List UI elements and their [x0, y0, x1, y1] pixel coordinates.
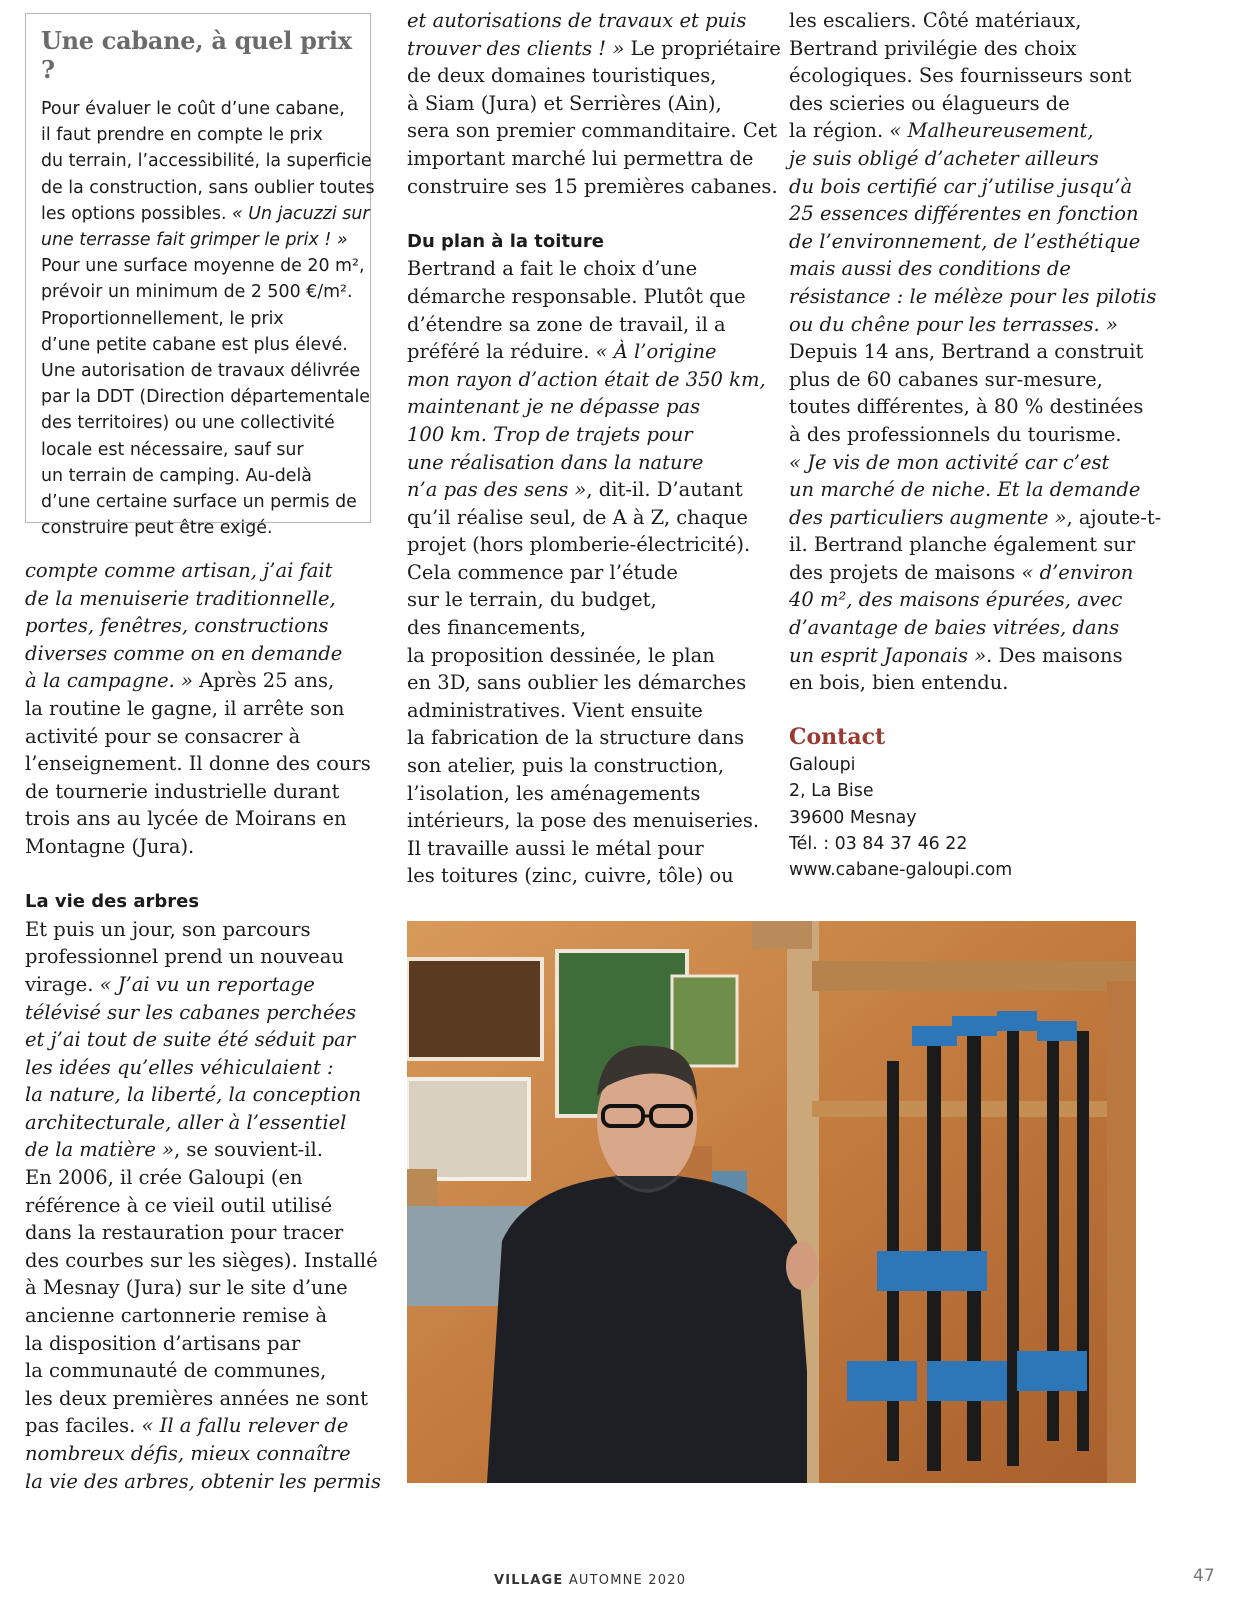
- sidebar-line: d’une petite cabane est plus élevé.: [41, 334, 348, 355]
- text-line: [25, 1136, 381, 1164]
- text-line: [789, 559, 1161, 587]
- text-line: En 2006, il crée Galoupi (en: [25, 1166, 303, 1190]
- text-line: de tournerie industrielle durant: [25, 779, 340, 803]
- text-part: , se souvient-il.: [174, 1138, 323, 1162]
- text-part: des projets de maisons: [789, 560, 1022, 584]
- text-line: [407, 35, 781, 63]
- quote-line: un marché de niche. Et la demande: [789, 478, 1141, 502]
- quote-line: mon rayon d’action était de 350 km,: [407, 367, 766, 391]
- quote-part: « À l’origine: [595, 340, 717, 364]
- quote-part: des particuliers augmente »: [789, 505, 1067, 529]
- paragraph-gap: [407, 200, 781, 228]
- text-line: en bois, bien entendu.: [789, 671, 1009, 695]
- quote-line: résistance : le mélèze pour les pilotis: [789, 284, 1157, 308]
- quote-line: diverses comme on en demande: [25, 641, 343, 665]
- sidebar-line: d’une certaine surface un permis de: [41, 492, 357, 513]
- quote-line: de la menuiserie traditionnelle,: [25, 586, 336, 610]
- text-line: il. Bertrand planche également sur: [789, 533, 1136, 557]
- quote-part: un esprit Japonais »: [789, 643, 987, 667]
- text-line: écologiques. Ses fournisseurs sont: [789, 64, 1132, 88]
- contact-city: 39600 Mesnay: [789, 807, 917, 828]
- text-line: [25, 1412, 381, 1440]
- quote-line: d’avantage de baies vitrées, dans: [789, 616, 1120, 640]
- text-line: ancienne cartonnerie remise à: [25, 1304, 328, 1328]
- sidebar-line: par la DDT (Direction départementale: [41, 387, 370, 408]
- sidebar-quote: une terrasse fait grimper le prix ! »: [41, 230, 348, 251]
- text-line: trois ans au lycée de Moirans en: [25, 807, 347, 831]
- sidebar-line: il faut prendre en compte le prix: [41, 125, 323, 146]
- quote-part: trouver des clients ! »: [407, 36, 625, 60]
- sidebar-line: un terrain de camping. Au-delà: [41, 465, 312, 486]
- quote-line: la nature, la liberté, la conception: [25, 1083, 362, 1107]
- quote-line: je suis obligé d’acheter ailleurs: [789, 146, 1099, 170]
- quote-line: télévisé sur les cabanes perchées: [25, 1000, 357, 1024]
- text-line: sur le terrain, du budget,: [407, 588, 657, 612]
- quote-line: du bois certifié car j’utilise jusqu’à: [789, 174, 1133, 198]
- quote-part: « Il a fallu relever de: [141, 1414, 349, 1438]
- text-line: en 3D, sans oublier les démarches: [407, 671, 747, 695]
- subheading: Du plan à la toiture: [407, 230, 604, 252]
- text-line: [407, 338, 781, 366]
- text-line: Et puis un jour, son parcours: [25, 917, 311, 941]
- text-line: Bertrand a fait le choix d’une: [407, 257, 698, 281]
- text-line: toutes différentes, à 80 % destinées: [789, 395, 1144, 419]
- text-line: la proposition dessinée, le plan: [407, 643, 715, 667]
- sidebar-line: des territoires) ou une collectivité: [41, 413, 335, 434]
- page-footer: [494, 1573, 686, 1588]
- sidebar-title: Une cabane, à quel prix ?: [41, 26, 352, 84]
- quote-line: une réalisation dans la nature: [407, 450, 704, 474]
- text-part: , dit-il. D’autant: [586, 478, 743, 502]
- paragraph-gap: [25, 861, 381, 889]
- text-line: Il travaille aussi le métal pour: [407, 836, 704, 860]
- quote-line: et j’ai tout de suite été séduit par: [25, 1028, 356, 1052]
- quote-line: 100 km. Trop de trajets pour: [407, 422, 693, 446]
- quote-part: à la campagne. »: [25, 669, 193, 693]
- text-line: la disposition d’artisans par: [25, 1331, 301, 1355]
- sidebar-quote: « Un jacuzzi sur: [232, 203, 370, 224]
- sidebar-line: du terrain, l’accessibilité, la superficie: [41, 151, 372, 172]
- quote-line: mais aussi des conditions de: [789, 257, 1071, 281]
- sidebar-line: Proportionnellement, le prix: [41, 308, 284, 329]
- text-line: l’isolation, les aménagements: [407, 781, 701, 805]
- text-line: démarche responsable. Plutôt que: [407, 284, 746, 308]
- contact-street: 2, La Bise: [789, 781, 874, 802]
- sidebar-line: de la construction, sans oublier toutes: [41, 177, 375, 198]
- text-line: Cela commence par l’étude: [407, 560, 678, 584]
- text-line: projet (hors plomberie-électricité).: [407, 533, 751, 557]
- quote-line: la vie des arbres, obtenir les permis: [25, 1469, 381, 1493]
- text-line: Bertrand privilégie des choix: [789, 36, 1077, 60]
- text-line: à Siam (Jura) et Serrières (Ain),: [407, 91, 722, 115]
- quote-line: ou du chêne pour les terrasses. »: [789, 312, 1118, 336]
- quote-part: « Malheureusement,: [889, 119, 1094, 143]
- text-line: sera son premier commanditaire. Cet: [407, 119, 778, 143]
- sidebar-line: construire peut être exigé.: [41, 518, 273, 539]
- text-line: activité pour se consacrer à: [25, 724, 301, 748]
- text-line: Depuis 14 ans, Bertrand a construit: [789, 340, 1144, 364]
- text-line: qu’il réalise seul, de A à Z, chaque: [407, 505, 748, 529]
- text-line: référence à ce vieil outil utilisé: [25, 1193, 333, 1217]
- quote-part: de la matière »: [25, 1138, 175, 1162]
- text-part: préféré la réduire.: [407, 340, 596, 364]
- quote-line: nombreux défis, mieux connaître: [25, 1442, 351, 1465]
- text-line: intérieurs, la pose des menuiseries.: [407, 809, 760, 833]
- quote-part: « J’ai vu un reportage: [99, 972, 315, 996]
- sidebar-box: [25, 13, 375, 539]
- text-line: plus de 60 cabanes sur-mesure,: [789, 367, 1103, 391]
- contact-block: [789, 722, 1012, 883]
- contact-details: [789, 752, 1012, 883]
- text-line: [25, 971, 381, 999]
- portrait-photo-icon: [407, 921, 1136, 1483]
- contact-name: Galoupi: [789, 755, 856, 775]
- quote-line: portes, fenêtres, constructions: [25, 614, 329, 638]
- sidebar-line: [41, 201, 370, 227]
- quote-line: et autorisations de travaux et puis: [407, 9, 747, 32]
- text-line: à Mesnay (Jura) sur le site d’une: [25, 1276, 348, 1300]
- text-part: pas faciles.: [25, 1414, 142, 1438]
- quote-line: les idées qu’elles véhiculaient :: [25, 1055, 334, 1079]
- text-line: la communauté de communes,: [25, 1359, 327, 1383]
- quote-part: « d’environ: [1021, 560, 1134, 584]
- text-line: [407, 476, 781, 504]
- text-part: . Des maisons: [986, 643, 1123, 667]
- text-line: dans la restauration pour tracer: [25, 1221, 344, 1245]
- quote-line: « Je vis de mon activité car c’est: [789, 450, 1110, 474]
- quote-line: architecturale, aller à l’essentiel: [25, 1110, 347, 1134]
- text-line: [789, 642, 1161, 670]
- contact-website[interactable]: www.cabane-galoupi.com: [789, 860, 1013, 881]
- text-line: des courbes sur les sièges). Installé: [25, 1248, 378, 1272]
- text-part: Après 25 ans,: [192, 669, 335, 693]
- text-part: , ajoute-t-: [1066, 505, 1162, 529]
- text-line: [789, 117, 1161, 145]
- text-line: [789, 504, 1161, 532]
- text-part: Le propriétaire: [624, 36, 781, 60]
- text-line: Montagne (Jura).: [25, 834, 195, 858]
- workshop-photo-icon: [407, 921, 1136, 1483]
- quote-line: 25 essences différentes en fonction: [789, 202, 1139, 226]
- text-line: professionnel prend un nouveau: [25, 945, 344, 969]
- text-line: d’étendre sa zone de travail, il a: [407, 312, 726, 336]
- text-part: virage.: [25, 972, 100, 996]
- article-column-3: [789, 7, 1162, 881]
- sidebar-text: [41, 96, 375, 541]
- text-line: important marché lui permettra de: [407, 146, 754, 170]
- quote-line: maintenant je ne dépasse pas: [407, 395, 701, 419]
- sidebar-line: Une autorisation de travaux délivrée: [41, 361, 361, 382]
- text-line: à des professionnels du tourisme.: [789, 422, 1122, 446]
- text-line: la fabrication de la structure dans: [407, 726, 745, 750]
- sidebar-line: locale est nécessaire, sauf sur: [41, 439, 304, 460]
- sidebar-line: prévoir un minimum de 2 500 €/m².: [41, 282, 353, 303]
- text-line: les toitures (zinc, cuivre, tôle) ou: [407, 864, 734, 888]
- contact-phone: Tél. : 03 84 37 46 22: [789, 833, 968, 854]
- page-number: 47: [1193, 1566, 1215, 1586]
- quote-line: de l’environnement, de l’esthétique: [789, 229, 1141, 253]
- text-line: construire ses 15 premières cabanes.: [407, 174, 778, 198]
- sidebar-line: Pour évaluer le coût d’une cabane,: [41, 99, 345, 119]
- quote-line: compte comme artisan, j’ai fait: [25, 559, 333, 582]
- quote-line: 40 m², des maisons épurées, avec: [789, 588, 1123, 612]
- text-part: la région.: [789, 119, 890, 143]
- magazine-issue: AUTOMNE 2020: [563, 1573, 687, 1588]
- text-line: la routine le gagne, il arrête son: [25, 696, 345, 720]
- text-line: [25, 667, 381, 695]
- sidebar-text-part: les options possibles.: [41, 203, 233, 224]
- text-line: des scieries ou élagueurs de: [789, 91, 1070, 115]
- article-column-2: [407, 7, 781, 890]
- text-line: de deux domaines touristiques,: [407, 64, 717, 88]
- subheading: La vie des arbres: [25, 891, 200, 913]
- magazine-name: VILLAGE: [494, 1573, 564, 1588]
- text-line: les deux premières années ne sont: [25, 1386, 368, 1410]
- text-line: administratives. Vient ensuite: [407, 698, 703, 722]
- article-column-1: [25, 557, 381, 1495]
- quote-part: n’a pas des sens »: [407, 478, 587, 502]
- text-line: les escaliers. Côté matériaux,: [789, 9, 1082, 32]
- text-line: son atelier, puis la construction,: [407, 754, 725, 778]
- contact-title: Contact: [789, 724, 886, 750]
- text-line: des financements,: [407, 616, 587, 640]
- sidebar-line: Pour une surface moyenne de 20 m²,: [41, 256, 365, 277]
- text-line: l’enseignement. Il donne des cours: [25, 752, 371, 776]
